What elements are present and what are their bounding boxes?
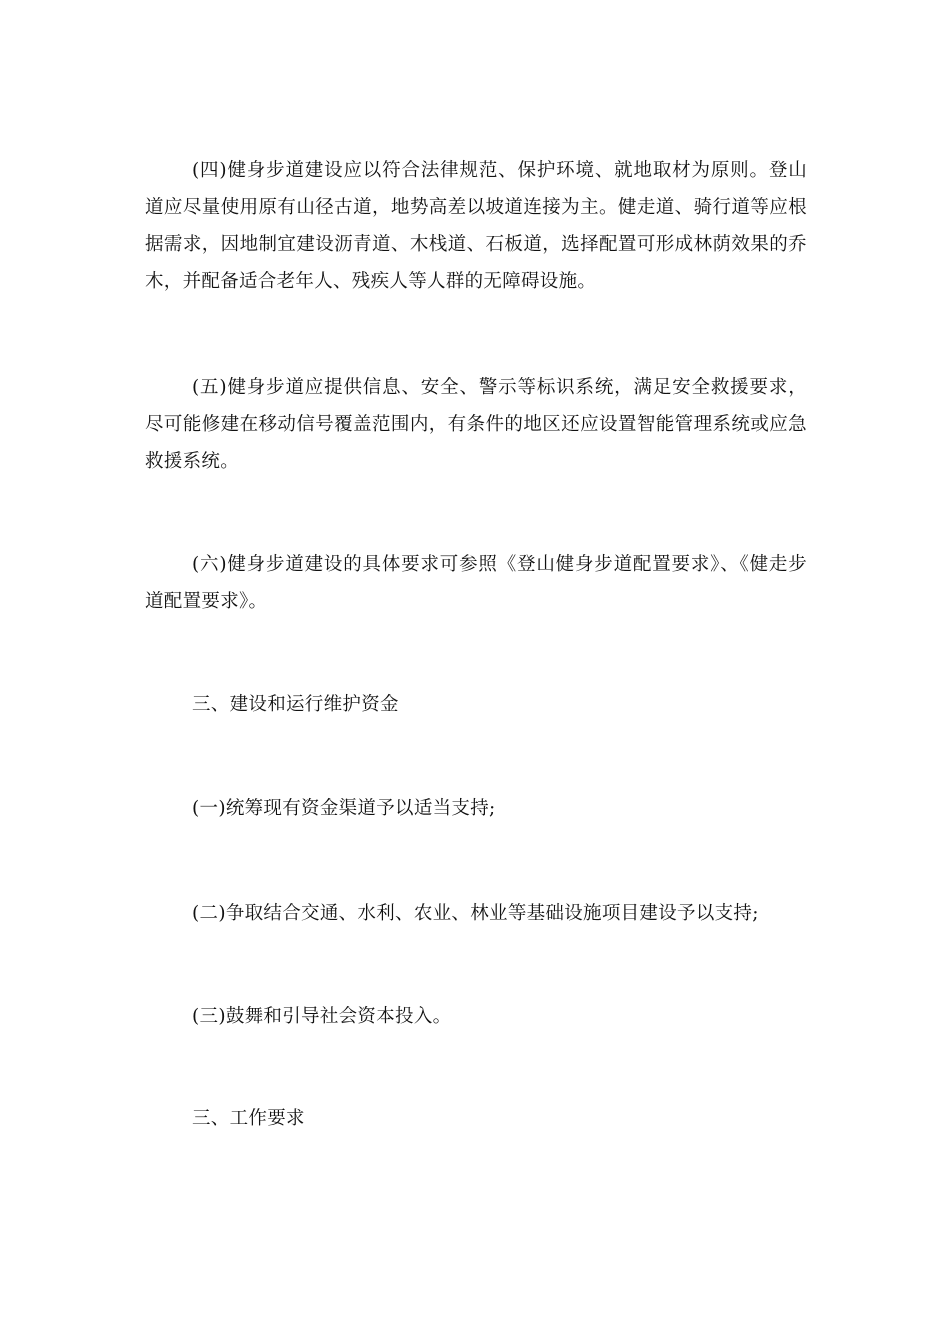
paragraph-signage-system: (五)健身步道应提供信息、安全、警示等标识系统，满足安全救援要求，尽可能修建在移动信号覆盖范围内，有条件的地区还应设置智能管理系统或应急救援系统。 — [145, 377, 807, 472]
funding-item-existing-channels: (一)统筹现有资金渠道予以适当支持; — [192, 798, 496, 819]
paragraph-specific-requirements: (六)健身步道建设的具体要求可参照《登山健身步道配置要求》、《健走步道配置要求》。 — [145, 554, 807, 612]
section-heading-work-requirements: 三、工作要求 — [192, 1108, 305, 1129]
funding-item-social-capital: (三)鼓舞和引导社会资本投入。 — [192, 1006, 452, 1027]
paragraph-trail-construction-principles: (四)健身步道建设应以符合法律规范、保护环境、就地取材为原则。登山道应尽量使用原有山径古道，地势高差以坡道连接为主。健走道、骑行道等应根据需求，因地制宜建设沥青道、木栈道、石板道，选择配置可形成林荫效果的乔木，并配备适合老年人、残疾人等人群的无障碍设施。 — [145, 160, 807, 292]
funding-item-infrastructure-projects: (二)争取结合交通、水利、农业、林业等基础设施项目建设予以支持; — [192, 903, 759, 924]
section-heading-funding: 三、建设和运行维护资金 — [192, 694, 399, 715]
